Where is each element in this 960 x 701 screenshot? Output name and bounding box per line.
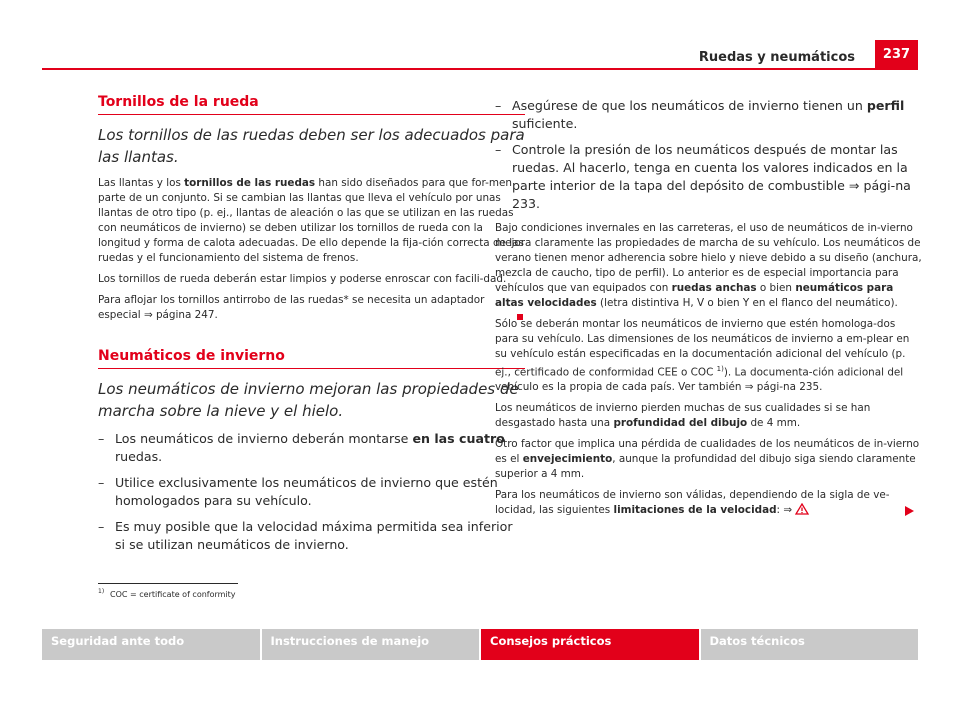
paragraph: Los tornillos de rueda deberán estar limpios y poderse enroscar con facili-dad. [98,273,507,285]
continue-arrow-icon [905,506,914,516]
paragraph: Para los neumáticos de invierno son válidas, dependiendo de la sigla de ve-locidad, las siguientes limitaciones de la velocidad: ⇒ [495,488,922,518]
tab-instrucciones[interactable]: Instrucciones de manejo [262,629,480,660]
paragraph: Otro factor que implica una pérdida de cualidades de los neumáticos de in-vierno es el envejecimiento, aunque la profundidad del dibujo siga siendo claramente superior a 4 mm. [495,438,920,481]
footnote [98,588,236,599]
paragraph: Las llantas y los tornillos de las ruedas han sido diseñados para que for-men parte de un conjunto. Si se cambian las llantas que lleva el vehículo por unas llantas de otro tipo (p. ej., llantas de aleación o las que se utilizan en las ruedas con neumáticos de invierno) se deben utilizar los tornillos de rueda con la longitud y forma de calota adecuadas. De ello depende la fija-ción correcta de las ruedas y el funcionamiento del sistema de frenos. [98,177,524,264]
footnote-mark: 1) [98,588,105,595]
paragraph: Bajo condiciones invernales en las carreteras, el uso de neumáticos de in-vierno mejora claramente las propiedades de marcha de su vehículo. Los neumáticos de verano tienen menor adherencia sobre hielo y nieve debido a su diseño (anchura, mezcla de caucho, tipo de perfil). Lo anterior es de especial importancia para vehículos que van equipados con ruedas anchas o bien neumáticos para altas velocidades (letra distintiva H, V o bien Y en el flanco del neumático). [495,222,922,309]
tab-seguridad[interactable]: Seguridad ante todo [42,629,260,660]
section-heading-invierno: Neumáticos de invierno [98,348,525,369]
footnote-rule [98,583,238,584]
paragraph: Los neumáticos de invierno pierden muchas de sus cualidades si se han desgastado hasta una profundidad del dibujo de 4 mm. [495,402,871,430]
section-lead-invierno: Los neumáticos de invierno mejoran las propiedades de marcha sobre la nieve y el hielo. [98,380,519,420]
header-rule [42,68,918,70]
page-number: 237 [875,40,918,68]
paragraph: Sólo se deberán montar los neumáticos de invierno que estén homologa-dos para su vehículo. Las dimensiones de los neumáticos de invierno a em-plear en su vehículo están especificadas en la documentación adicional del vehículo (p. ej., certificado de conformidad CEE o COC $^{1)}$). La documenta-ción adicional del vehículo es la propia de cada país. Ver también ⇒ pági-na 235. [495,318,910,394]
list-item: – Los neumáticos de invierno deberán montarse en las cuatro ruedas. [98,431,505,464]
warning-triangle-icon[interactable] [795,503,809,515]
footnote-ref[interactable]: 1) [716,365,724,373]
list-item: – Controle la presión de los neumáticos después de montar las ruedas. Al hacerlo, tenga en cuenta los valores indicados en la parte interior de la tapa del depósito de combustible ⇒ pági-na 233. [495,142,911,211]
footnote-text: COC = certificate of conformity [110,590,236,599]
paragraph: Para aflojar los tornillos antirrobo de las ruedas* se necesita un adaptador especial ⇒ página 247. [98,293,525,323]
list-item: – Es muy posible que la velocidad máxima permitida sea inferior si se utilizan neumáticos de invierno. [98,519,513,552]
left-column [98,94,525,562]
section-heading-tornillos: Tornillos de la rueda [98,94,525,115]
list-item: – Utilice exclusivamente los neumáticos de invierno que estén homologados para su vehículo. [98,475,498,508]
tab-consejos[interactable]: Consejos prácticos [481,629,699,660]
bottom-section-nav [42,629,918,660]
section-lead-tornillos: Los tornillos de las ruedas deben ser los adecuados para las llantas. [98,126,525,166]
running-header-title: Ruedas y neumáticos [698,50,855,65]
tab-datos[interactable]: Datos técnicos [701,629,919,660]
right-column [495,97,922,524]
list-item: – Asegúrese de que los neumáticos de invierno tienen un perfil suficiente. [495,98,905,131]
